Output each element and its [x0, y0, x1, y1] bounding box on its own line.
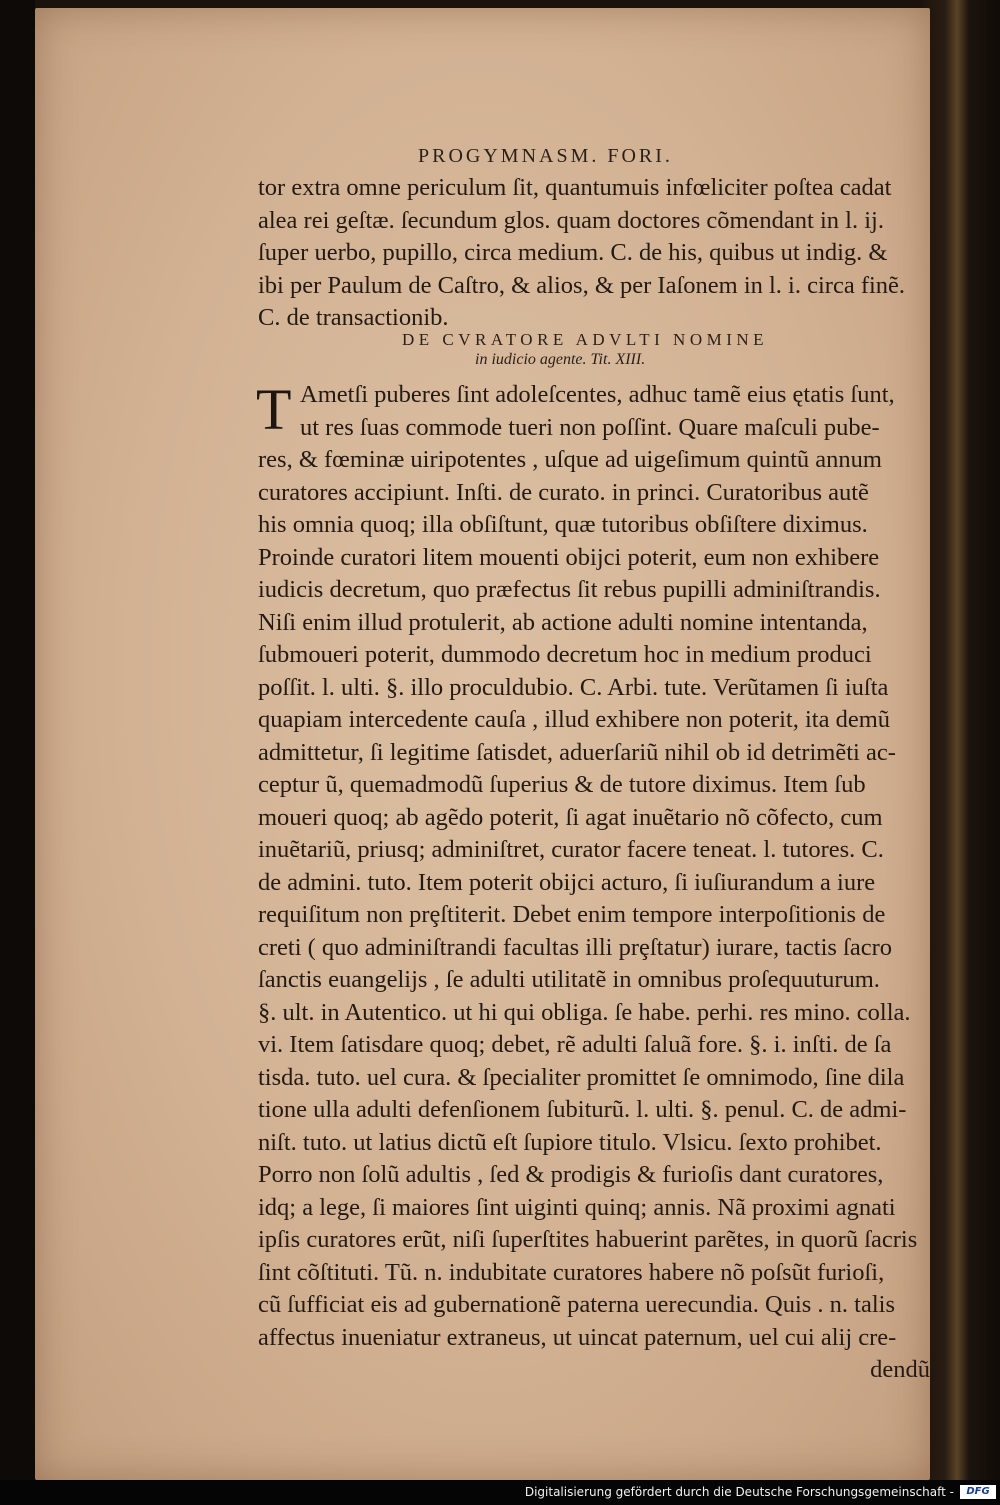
paragraph-line: alea rei geſtæ. ſecundum glos. quam doctores cõmendant in l. ij. — [258, 206, 884, 234]
running-header: PROGYMNASM. FORI. — [418, 145, 673, 167]
catchword: dendũ — [870, 1356, 930, 1383]
paragraph-line: poſſit. l. ulti. §. illo proculdubio. C. Arbi. tute. Verũtamen ſi iuſta — [258, 673, 889, 701]
paragraph-line: moueri quoq; ab agẽdo poterit, ſi agat inuẽtario nõ cõfecto, cum — [258, 803, 883, 831]
paragraph-line: ſanctis euangelijs , ſe adulti utilitatẽ in omnibus proſequuturum. — [258, 966, 880, 993]
section-title: DE CVRATORE ADVLTI NOMINE — [401, 330, 769, 349]
paragraph-line: curatores accipiunt. Inſti. de curato. in princi. Curatoribus autẽ — [258, 478, 869, 506]
paragraph-line: tor extra omne periculum ſit, quantumuis infœliciter poſtea cadat — [258, 174, 892, 201]
paragraph-line: C. de transactionib. — [258, 304, 449, 331]
dfg-logo: DFG — [960, 1485, 996, 1499]
paragraph-line: tisda. tuto. uel cura. & ſpecialiter promittet ſe omnimodo, ſine dila — [258, 1063, 905, 1091]
paragraph-line: ſubmoueri poterit, dummodo decretum hoc in medium produci — [258, 641, 872, 668]
paragraph-line: ipſis curatores erũt, niſi ſuperſtites habuerint parẽtes, in quorũ ſacris — [258, 1226, 918, 1253]
paragraph-line: de admini. tuto. Item poterit obijci acturo, ſi iuſiurandum a iure — [258, 868, 876, 896]
paragraph-line: Proinde curatori litem mouenti obijci poterit, eum non exhibere — [258, 543, 880, 571]
paragraph-line: quapiam intercedente cauſa , illud exhibere non poterit, ita demũ — [258, 706, 890, 733]
paragraph-line: niſt. tuto. ut latius dictũ eſt ſupiore titulo. Vlsicu. ſexto prohibet. — [258, 1128, 882, 1156]
paragraph-line: his omnia quoq; illa obſiſtunt, quæ tutoribus obſiſtere diximus. — [258, 511, 868, 538]
paragraph-line: ibi per Paulum de Caſtro, & alios, & per Iaſonem in l. i. circa finẽ. — [258, 271, 906, 299]
paragraph-line: ſuper uerbo, pupillo, circa medium. C. de his, quibus ut indig. & — [258, 239, 888, 266]
paragraph-line: creti ( quo adminiſtrandi facultas illi prȩſtatur) iurare, tactis ſacro — [258, 933, 893, 961]
paragraph-line: requiſitum non prȩſtiterit. Debet enim tempore interpoſitionis de — [258, 901, 886, 928]
drop-capital: T — [256, 377, 292, 442]
paragraph-line: iudicis decretum, quo præfectus ſit rebus pupilli adminiſtrandis. — [258, 576, 881, 603]
paragraph-line: ſint cõſtituti. Tũ. n. indubitate curatores habere nõ poſsũt furioſi, — [258, 1258, 885, 1286]
paragraph-line: Ametſi puberes ſint adoleſcentes, adhuc tamẽ eius ętatis ſunt, — [300, 381, 895, 408]
paragraph-line: inuẽtariũ, priusq; adminiſtret, curator facere teneat. l. tutores. C. — [258, 836, 884, 863]
paragraph-line: Niſi enim illud protulerit, ab actione adulti nomine intentanda, — [258, 608, 868, 636]
funding-notice: Digitalisierung gefördert durch die Deutsche Forschungsgemeinschaft - — [524, 1485, 954, 1499]
paragraph-line: §. ult. in Autentico. ut hi qui obliga. ſe habe. perhi. res mino. colla. — [258, 998, 911, 1026]
paragraph-line: tione ulla adulti defenſionem ſubiturũ. l. ulti. §. penul. C. de admi- — [258, 1096, 907, 1123]
paragraph-main — [258, 379, 938, 1387]
paragraph-continued — [258, 172, 938, 335]
paragraph-line: res, & fœminæ uiripotentes , uſque ad uigeſimum quintũ annum — [258, 446, 882, 473]
paragraph-line: cũ ſufficiat eis ad gubernationẽ paterna uerecundia. Quis . n. talis — [258, 1291, 895, 1318]
footer-bar — [0, 1480, 1000, 1505]
section-subtitle: in iudicio agente. Tit. XIII. — [475, 351, 646, 368]
paragraph-line: Porro non ſolũ adultis , ſed & prodigis & furioſis dant curatores, — [258, 1161, 884, 1188]
paragraph-line: ut res ſuas commode tueri non poſſint. Quare maſculi pube- — [300, 413, 880, 441]
scan-background-left — [0, 0, 35, 1505]
paragraph-line: affectus inueniatur extraneus, ut uincat paternum, uel cui alij cre- — [258, 1323, 897, 1351]
paragraph-line: admittetur, ſi legitime ſatisdet, aduerſariũ nihil ob id detrimẽti ac- — [258, 738, 896, 766]
paragraph-line: idq; a lege, ſi maiores ſint uiginti quinq; annis. Nã proximi agnati — [258, 1193, 896, 1221]
paragraph-line: vi. Item ſatisdare quoq; debet, rẽ adulti ſaluã fore. §. i. inſti. de ſa — [258, 1031, 892, 1058]
paragraph-line: ceptur ũ, quemadmodũ ſuperius & de tutore diximus. Item ſub — [258, 771, 866, 798]
